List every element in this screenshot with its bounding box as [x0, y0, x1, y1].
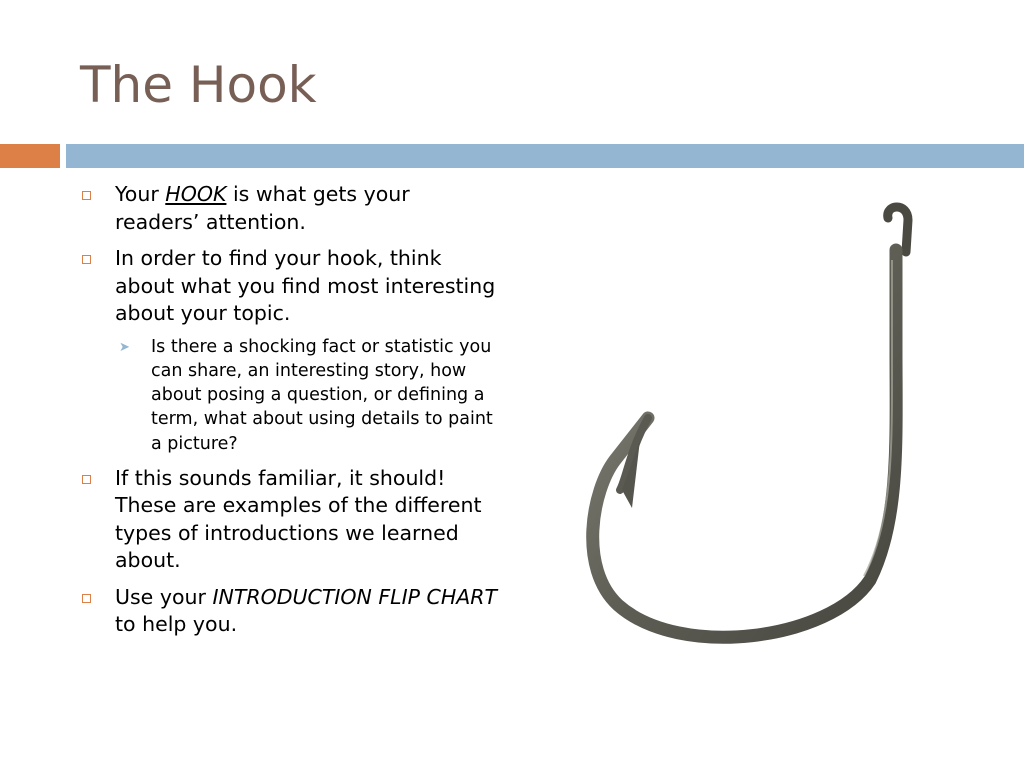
fish-hook-image	[540, 190, 950, 670]
square-bullet-icon	[82, 191, 91, 200]
arrow-bullet-icon: ➤	[119, 339, 130, 355]
bullet-item-hook: Your HOOK is what gets your readers’ attention.	[80, 181, 500, 236]
accent-bar-blue	[66, 144, 1024, 168]
bullet-item-familiar: If this sounds familiar, it should! These are examples of the different types of introductions we learned about.	[80, 465, 500, 575]
square-bullet-icon	[82, 255, 91, 264]
fish-hook-icon	[540, 190, 950, 670]
bullet-item-flip-chart: Use your INTRODUCTION FLIP CHART to help you.	[80, 584, 500, 639]
accent-bar-orange	[0, 144, 60, 168]
bullet-list	[80, 181, 500, 648]
bullet-item-find-hook: In order to find your hook, think about what you find most interesting about your topic.	[80, 245, 500, 328]
sub-bullet-item: ➤ Is there a shocking fact or statistic you can share, an interesting story, how about posing a question, or defining a term, what about using details to paint a picture?	[119, 336, 493, 454]
slide-title: The Hook	[80, 56, 317, 114]
hook-emphasis: HOOK	[165, 182, 227, 206]
flip-chart-emphasis: INTRODUCTION FLIP CHART	[212, 584, 498, 609]
square-bullet-icon	[82, 594, 91, 603]
square-bullet-icon	[82, 475, 91, 484]
